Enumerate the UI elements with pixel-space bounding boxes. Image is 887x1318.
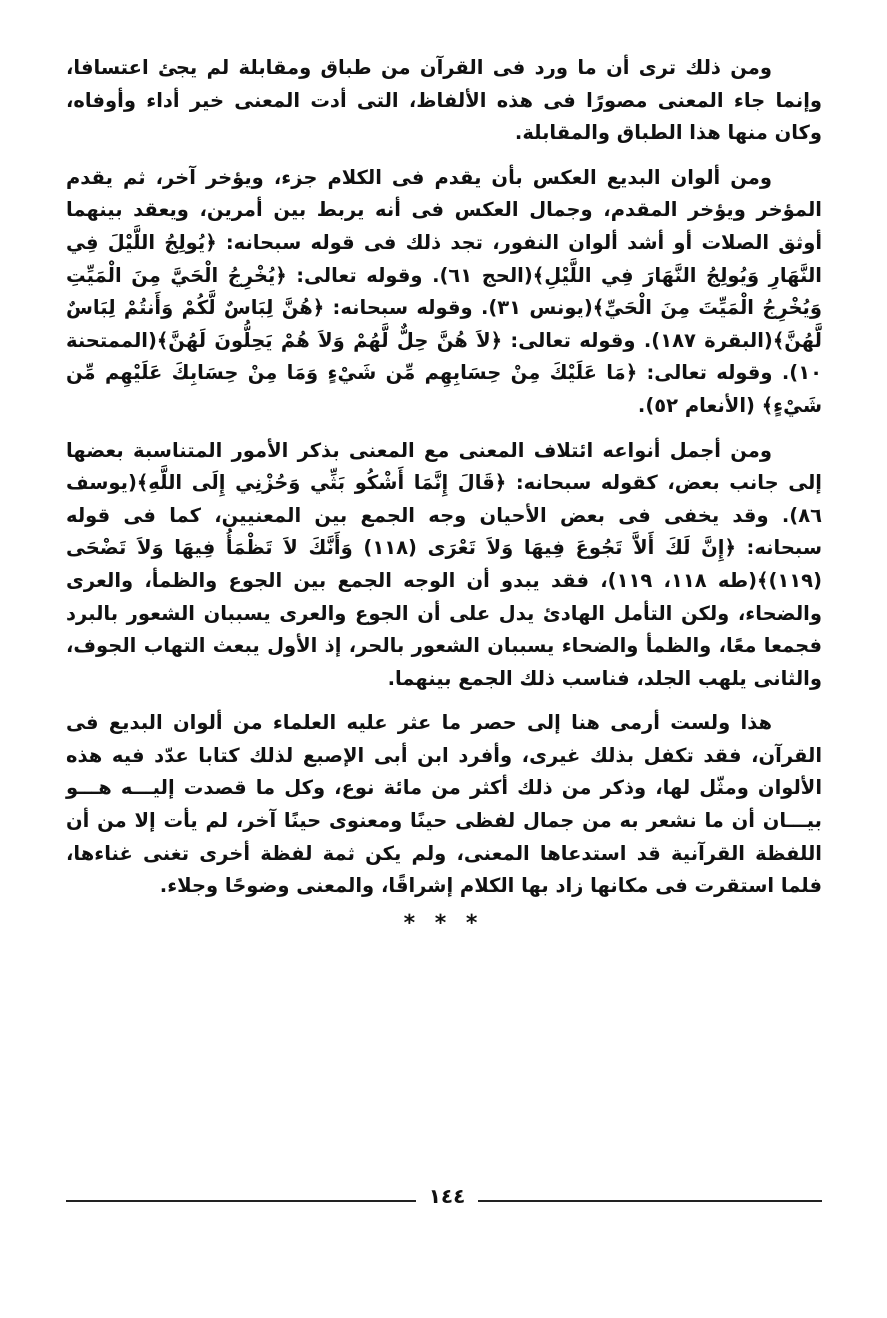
paragraph-1: ومن ذلك ترى أن ما ورد فى القرآن من طباق ومقابلة لم يجئ اعتسافا، وإنما جاء المعنى مصورًا فى هذه الألفاظ، التى أدت المعنى خير أداء وأوفاه، وكان منها هذا الطباق والمقابلة. xyxy=(66,56,822,145)
paragraph-3: ومن أجمل أنواعه ائتلاف المعنى مع المعنى بذكر الأمور المتناسبة بعضها إلى جانب بعض، كقوله سبحانه: ﴿قَالَ إِنَّمَا أَشْكُو بَثِّي وَحُزْنِي إِلَى اللَّهِ﴾(يوسف ٨٦). وقد يخفى فى بعض الأحيان وجه الجمع بين المعنيين، كما فى قوله سبحانه: ﴿إِنَّ لَكَ أَلاَّ تَجُوعَ فِيهَا وَلاَ تَعْرَى (١١٨) وَأَنَّكَ لاَ تَظْمَأُ فِيهَا وَلاَ تَضْحَى (١١٩)﴾(طه ١١٨، ١١٩)، فقد يبدو أن الوجه الجمع بين الجوع والظمأ، والعرى والضحاء، ولكن التأمل الهادئ يدل على أن الجوع والعرى يسببان الشعور بالبرد فجمعا معًا، والظمأ والضحاء يسببان الشعور بالحر، إذ الأول يبعث التهاب الجوف، والثانى يلهب الجلد، فناسب ذلك الجمع بينهما. xyxy=(66,438,823,690)
section-separator: * * * xyxy=(403,911,484,936)
paragraph-2: ومن ألوان البديع العكس بأن يقدم فى الكلام جزء، ويؤخر آخر، ثم يقدم المؤخر ويؤخر المقدم، وجمال العكس فى أنه يربط بين أمرين، ويعقد بينهما أوثق الصلات أو أشد ألوان النفور، تجد ذلك فى قوله سبحانه: ﴿يُولِجُ اللَّيْلَ فِي النَّهَارِ وَيُولِجُ النَّهَارَ فِي اللَّيْلِ﴾(الحج ٦١). وقوله تعالى: ﴿يُخْرِجُ الْحَيَّ مِنَ الْمَيِّتِ وَيُخْرِجُ الْمَيِّتَ مِنَ الْحَيِّ﴾(يونس ٣١). وقوله سبحانه: ﴿هُنَّ لِبَاسٌ لَّكُمْ وَأَنتُمْ لِبَاسٌ لَّهُنَّ﴾(البقرة ١٨٧). وقوله تعالى: ﴿لاَ هُنَّ حِلٌّ لَّهُمْ وَلاَ هُمْ يَحِلُّونَ لَهُنَّ﴾(الممتحنة ١٠). وقوله تعالى: ﴿مَا عَلَيْكَ مِنْ حِسَابِهِم مِّن شَيْءٍ وَمَا مِنْ حِسَابِكَ عَلَيْهِم مِّن شَيْءٍ﴾ (الأنعام ٥٢). xyxy=(66,165,822,417)
footer-rule-right xyxy=(478,1200,822,1202)
paragraph-4: هذا ولست أرمى هنا إلى حصر ما عثر عليه العلماء من ألوان البديع فى القرآن، فقد تكفل بذلك غيرى، وأفرد ابن أبى الإصبع لذلك كتابا عدّد فيه هذه الألوان ومثّل لها، وذكر من ذلك أكثر من مائة نوع، وكل ما قصدت إليـــه هـــو بيـــان أن ما نشعر به من جمال لفظى حينًا ومعنوى حينًا آخر، لم يأت إلا من أن اللفظة القرآنية قد استدعاها المعنى، ولم يكن ثمة لفظة أخرى تغنى غناءها، فلما استقرت فى مكانها زاد بها الكلام إشراقًا، والمعنى وضوحًا وجلاء. xyxy=(66,711,822,898)
page-number: ١٤٤ xyxy=(428,1184,466,1208)
footer-rule-left xyxy=(66,1200,416,1202)
body-text xyxy=(66,52,822,903)
